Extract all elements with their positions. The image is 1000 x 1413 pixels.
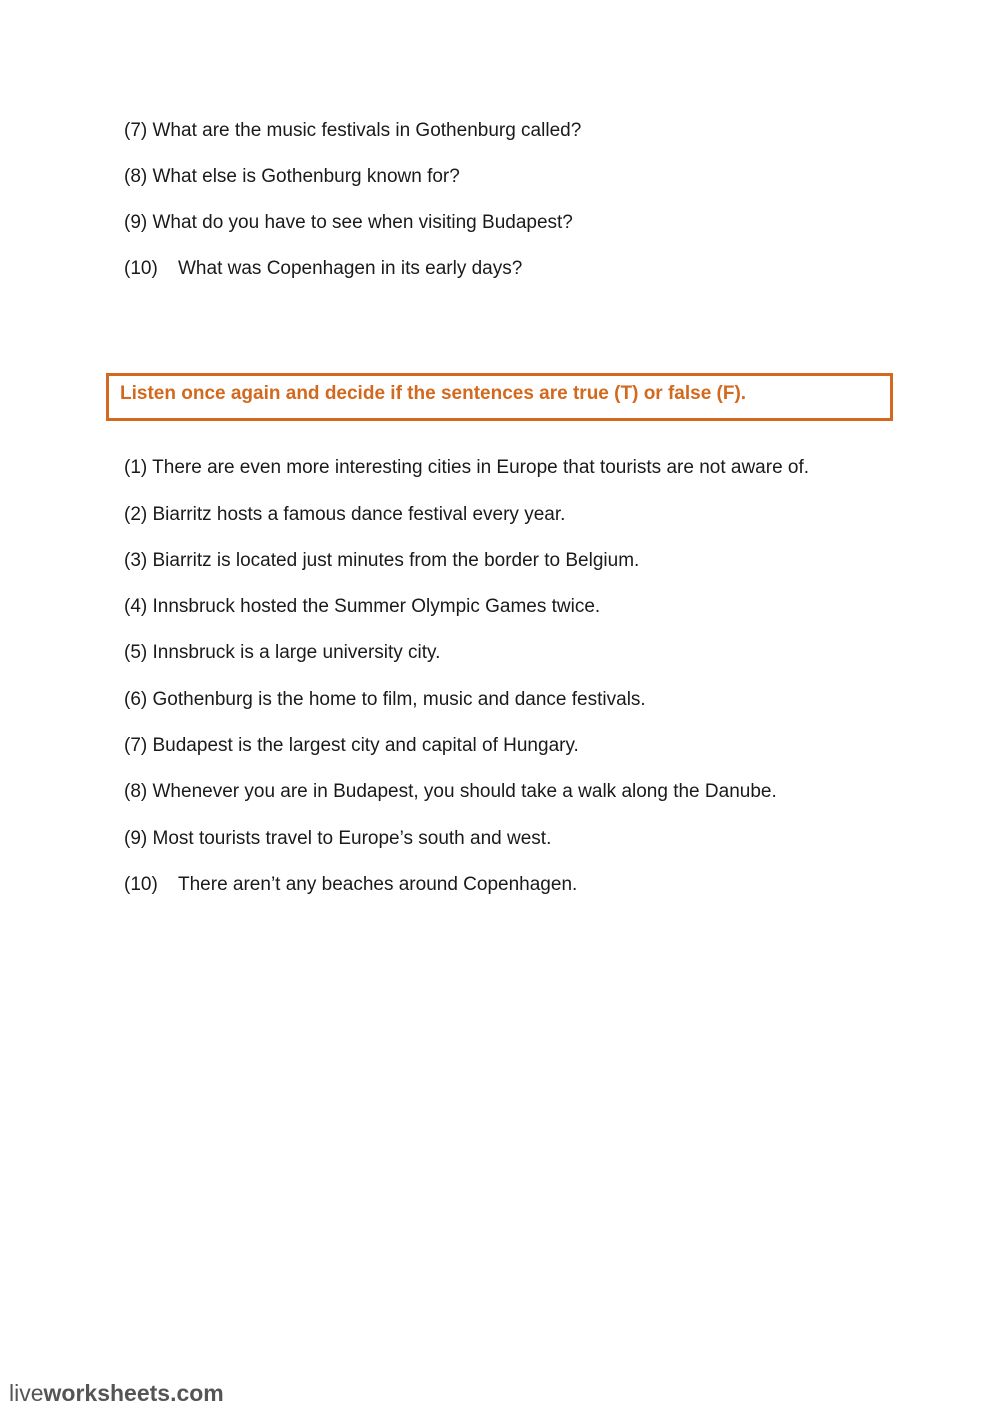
statement-5: (5) Innsbruck is a large university city. [124,642,441,663]
question-8: (8) What else is Gothenburg known for? [124,166,460,187]
logo-part-com: .com [170,1380,224,1406]
logo-part-worksheets: worksheets [43,1380,171,1406]
statement-7: (7) Budapest is the largest city and capital of Hungary. [124,735,579,756]
question-10 [124,257,522,281]
statement-4: (4) Innsbruck hosted the Summer Olympic Games twice. [124,596,601,617]
question-10-text: What was Copenhagen in its early days? [178,258,523,279]
instruction-box [106,373,893,421]
statement-10-number: (10) [124,874,158,895]
statement-3: (3) Biarritz is located just minutes from the border to Belgium. [124,550,640,571]
statement-1: (1) There are even more interesting cities in Europe that tourists are not aware of. [124,457,810,478]
statement-9: (9) Most tourists travel to Europe’s south and west. [124,828,552,849]
instruction-text: Listen once again and decide if the sentences are true (T) or false (F). [120,383,747,404]
statement-8: (8) Whenever you are in Budapest, you should take a walk along the Danube. [124,781,777,802]
statement-10-text: There aren’t any beaches around Copenhagen. [178,874,578,895]
question-7: (7) What are the music festivals in Gothenburg called? [124,120,582,141]
statement-10 [124,873,577,897]
liveworksheets-logo [9,1380,224,1407]
question-9: (9) What do you have to see when visiting Budapest? [124,212,573,233]
question-10-number: (10) [124,258,158,279]
logo-part-live: live [9,1380,44,1406]
statement-6: (6) Gothenburg is the home to film, music and dance festivals. [124,689,646,710]
statement-2: (2) Biarritz hosts a famous dance festival every year. [124,504,566,525]
